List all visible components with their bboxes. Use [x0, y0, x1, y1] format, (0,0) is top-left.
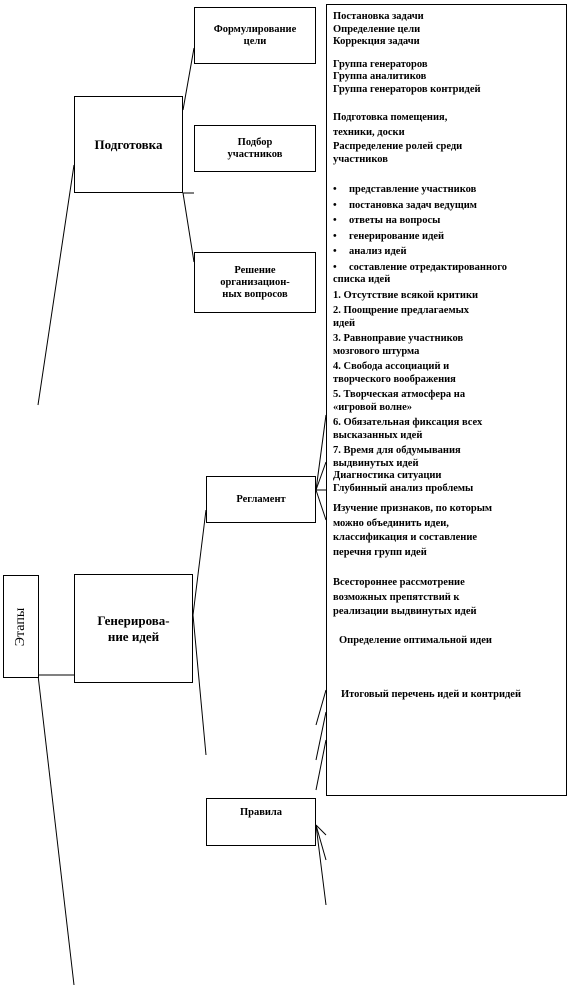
rule-item: мозгового штурма: [333, 345, 420, 357]
reglament-item: • генерирование идей: [333, 231, 560, 244]
participant-item: Группа генераторов контридей: [333, 83, 481, 95]
org-item: техники, доски: [333, 126, 405, 138]
reglament-item: • постановка задач ведущим: [333, 200, 560, 213]
grouping-item: перечня групп идей: [333, 546, 427, 558]
reglament-box: [206, 476, 316, 523]
obstacle-item: реализации выдвинутых идей: [333, 606, 477, 617]
grouping-item: Изучение признаков, по которым: [333, 503, 493, 514]
reglament-item: • ответы на вопросы: [333, 215, 560, 228]
rule-item: высказанных идей: [333, 429, 423, 441]
org-issues-box: [194, 252, 316, 313]
participant-item: Группа аналитиков: [333, 71, 427, 82]
rule-item: выдвинутых идей: [333, 457, 419, 469]
rules-label: Правила: [239, 807, 283, 818]
reglament-label: Регламент: [236, 493, 286, 505]
stages-box: [3, 575, 39, 678]
goal-item: Коррекция задачи: [333, 36, 420, 47]
rules-box: [206, 798, 316, 846]
participants-label: Подбор участников: [227, 136, 283, 160]
stages-label: Этапы: [13, 607, 28, 646]
optimal-idea-item: Определение оптимальной идеи: [339, 634, 492, 646]
rule-item: творческого воображения: [333, 373, 456, 385]
analysis-item: Диагностика ситуации: [333, 470, 442, 481]
reglament-item: • анализ идей: [333, 246, 560, 259]
rule-item: 3. Равноправие участников: [333, 333, 464, 344]
rule-item: 1. Отсутствие всякой критики: [333, 289, 479, 301]
rule-item: 7. Время для обдумывания: [333, 445, 461, 456]
reglament-item-tail: списка идей: [333, 274, 391, 285]
rule-item: 2. Поощрение предлагаемых: [333, 305, 470, 316]
rule-item: 6. Обязательная фиксация всех: [333, 417, 483, 428]
reglament-item: • представление участников: [333, 184, 560, 197]
phase-preparation-label: Подготовка: [94, 136, 163, 152]
analysis-item: Глубинный анализ проблемы: [333, 482, 474, 494]
phase-generation-box: [74, 574, 193, 683]
final-list-item: Итоговый перечень идей и контридей: [341, 689, 522, 700]
goal-item: Определение цели: [333, 23, 421, 35]
org-item: участников: [333, 153, 388, 165]
org-item: Распределение ролей среди: [333, 141, 463, 152]
goal-label: Формулирование цели: [213, 23, 297, 47]
rule-item: 5. Творческая атмосфера на: [333, 389, 466, 400]
phase-generation-label: Генерирова- ние идей: [97, 612, 170, 644]
participant-item: Группа генераторов: [333, 58, 428, 70]
org-issues-label: Решение организацион- ных вопросов: [220, 264, 290, 300]
goal-item: Постановка задачи: [333, 11, 424, 22]
obstacle-item: возможных препятствий к: [333, 591, 460, 603]
rule-item: 4. Свобода ассоциаций и: [333, 361, 450, 372]
content-panel: [326, 4, 567, 796]
phase-preparation-box: [74, 96, 183, 193]
rule-item: «игровой волне»: [333, 401, 412, 413]
obstacle-item: Всестороннее рассмотрение: [333, 577, 465, 588]
participants-box: [194, 125, 316, 172]
rule-item: идей: [333, 317, 356, 329]
reglament-item: • составление отредактированного: [333, 262, 560, 275]
grouping-item: можно объединить идеи,: [333, 517, 449, 529]
grouping-item: классификация и составление: [333, 532, 478, 543]
org-item: Подготовка помещения,: [333, 112, 448, 123]
goal-box: [194, 7, 316, 64]
